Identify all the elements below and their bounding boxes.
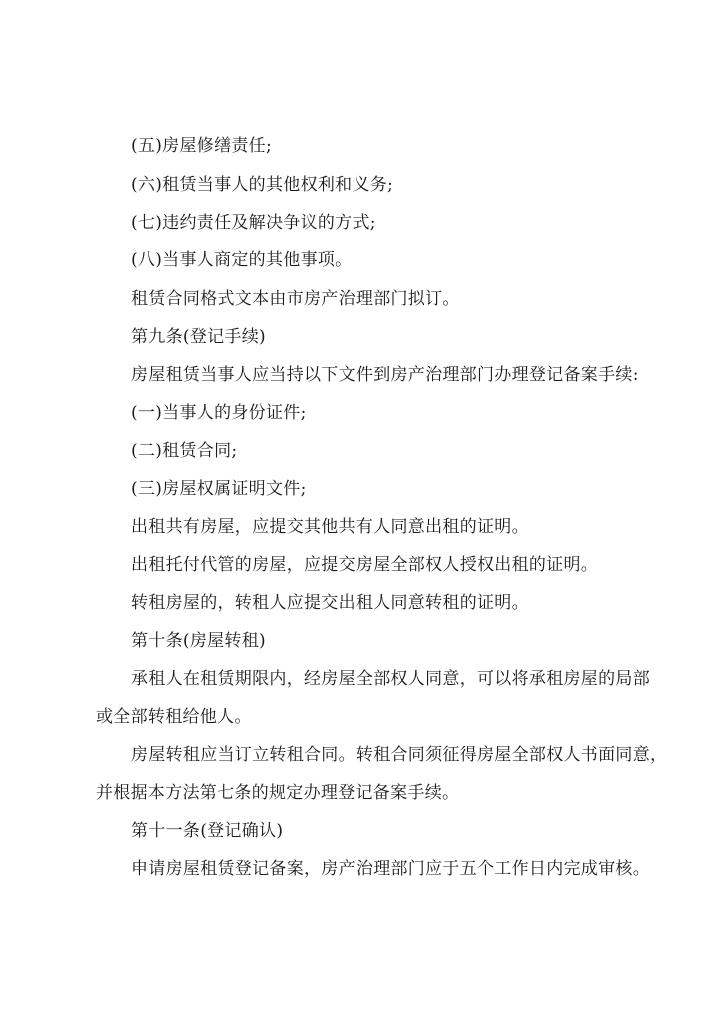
paragraph-contract-template: 租赁合同格式文本由市房产治理部门拟订。 (131, 289, 460, 309)
article-heading-9: 第九条(登记手续) (131, 327, 266, 347)
clause-item-6: (六)租赁当事人的其他权利和义务; (131, 175, 394, 195)
paragraph-sublet-1-cont: 或全部转租给他人。 (96, 707, 252, 727)
article-heading-11: 第十一条(登记确认) (131, 821, 284, 841)
paragraph-registration-docs: 房屋租赁当事人应当持以下文件到房产治理部门办理登记备案手续: (131, 365, 639, 385)
doc-item-2: (二)租赁合同; (131, 441, 238, 461)
doc-item-3: (三)房屋权属证明文件; (131, 479, 307, 499)
paragraph-registration-review: 申请房屋租赁登记备案，房产治理部门应于五个工作日内完成审核。 (131, 859, 650, 879)
paragraph-sublet-1: 承租人在租赁期限内，经房屋全部权人同意，可以将承租房屋的局部 (131, 669, 650, 689)
paragraph-entrusted-house: 出租托付代管的房屋，应提交房屋全部权人授权出租的证明。 (131, 555, 599, 575)
paragraph-sublet-2: 房屋转租应当订立转租合同。转租合同须征得房屋全部权人书面同意， (131, 745, 668, 765)
clause-item-8: (八)当事人商定的其他事项。 (131, 250, 353, 270)
clause-item-7: (七)违约责任及解决争议的方式; (131, 213, 376, 233)
paragraph-sublet-2-cont: 并根据本方法第七条的规定办理登记备案手续。 (96, 783, 460, 803)
doc-item-1: (一)当事人的身份证件; (131, 403, 307, 423)
paragraph-sublet-proof: 转租房屋的，转租人应提交出租人同意转租的证明。 (131, 593, 529, 613)
article-heading-10: 第十条(房屋转租) (131, 631, 266, 651)
clause-item-5: (五)房屋修缮责任; (131, 136, 272, 156)
paragraph-shared-house: 出租共有房屋，应提交其他共有人同意出租的证明。 (131, 517, 529, 537)
